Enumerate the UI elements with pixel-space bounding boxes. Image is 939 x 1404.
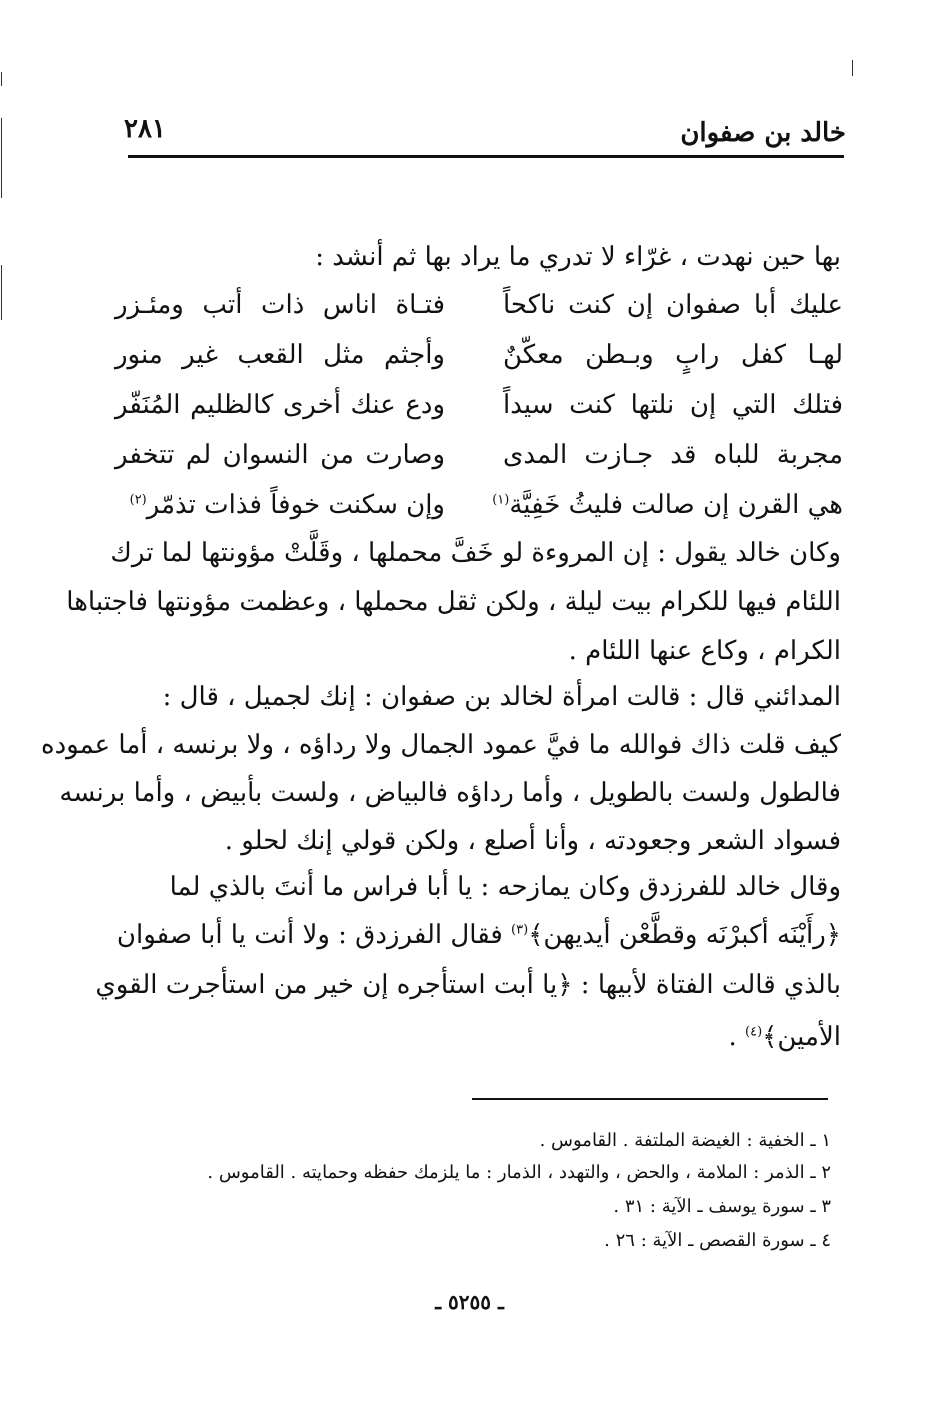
quran-quote: الأمين﴾ bbox=[762, 1022, 841, 1052]
paragraph-line: فسواد الشعر وجعودته ، وأنا أصلع ، ولكن قولي إنك لحلو . bbox=[224, 826, 841, 856]
poem-verse bbox=[115, 290, 843, 330]
line-text: . bbox=[728, 1022, 745, 1052]
paragraph-line: المدائني قال : قالت امرأة لخالد بن صفوان : إنك لجميل ، قال : bbox=[162, 682, 841, 712]
hemistich-text: وإن سكنت خوفاً فذات تذمّر bbox=[146, 490, 445, 520]
verse-second-hemistich bbox=[115, 490, 445, 520]
scan-edge-marks bbox=[0, 0, 3, 1404]
verse-first-hemistich: مجربة للباه قد جـازت المدى bbox=[503, 440, 843, 470]
paragraph-line bbox=[728, 1022, 841, 1052]
paragraph-line: بالذي قالت الفتاة لأبيها : ﴿يا أبت استأجره إن خير من استأجرت القوي bbox=[95, 970, 841, 1000]
page-footer-number: ـ ٥٢٥٥ ـ bbox=[435, 1290, 504, 1314]
paragraph-line: فالطول ولست بالطويل ، وأما رداؤه فالبياض ، ولست بأبيض ، وأما برنسه bbox=[59, 778, 841, 808]
footnote: ١ ـ الخفية : الغيضة الملتفة . القاموس . bbox=[539, 1130, 831, 1151]
verse-second-hemistich: ودع عنك أخرى كالظليم المُنَفّر bbox=[115, 390, 445, 420]
footnote-rule bbox=[472, 1098, 828, 1100]
footnote-ref: (٢) bbox=[129, 492, 147, 508]
verse-second-hemistich: فتـاة اناس ذات أتب ومئـزر bbox=[115, 290, 445, 320]
footnote: ٤ ـ سورة القصص ـ الآية : ٢٦ . bbox=[604, 1230, 831, 1251]
verse-first-hemistich: فتلك التي إن نلتها كنت سيداً bbox=[503, 390, 843, 420]
footnote: ٣ ـ سورة يوسف ـ الآية : ٣١ . bbox=[613, 1196, 831, 1217]
footnote-ref: (٤) bbox=[745, 1024, 763, 1040]
paragraph-line: اللئام فيها للكرام بيت ليلة ، ولكن ثقل محملها ، وعظمت مؤونتها فاجتباها bbox=[66, 587, 841, 617]
scan-edge-mark bbox=[852, 60, 853, 76]
paragraph-line: وكان خالد يقول : إن المروءة لو خَفَّ محملها ، وقَلَّتْ مؤونتها لما ترك bbox=[110, 538, 841, 568]
verse-first-hemistich: لهـا كفل رابٍ وبـطن معكّنٌ bbox=[503, 340, 843, 370]
running-header bbox=[118, 112, 846, 160]
header-title: خالد بن صفوان bbox=[680, 118, 846, 148]
poem-verse bbox=[115, 490, 843, 530]
footnote: ٢ ـ الذمر : الملامة ، والحض ، والتهدد ، الذمار : ما يلزمك حفظه وحمايته . القاموس . bbox=[207, 1162, 831, 1183]
verse-second-hemistich: وصارت من النسوان لم تتخفر bbox=[115, 440, 445, 470]
header-page-number: ٢٨١ bbox=[124, 114, 166, 144]
header-rule bbox=[128, 155, 844, 158]
poem-verse bbox=[115, 340, 843, 380]
paragraph-line bbox=[117, 920, 841, 950]
intro-line: بها حين نهدت ، غرّاء لا تدري ما يراد بها ثم أنشد : bbox=[315, 242, 841, 272]
poem-verse bbox=[115, 440, 843, 480]
paragraph-line: كيف قلت ذاك فوالله ما فيَّ عمود الجمال ولا رداؤه ، ولا برنسه ، أما عموده bbox=[40, 730, 841, 760]
hemistich-text: هي القرن إن صالت فليثُ خَفِيَّة bbox=[509, 490, 843, 520]
verse-second-hemistich: وأجثم مثل القعب غير منور bbox=[115, 340, 445, 370]
line-text: فقال الفرزدق : ولا أنت يا أبا صفوان bbox=[116, 920, 512, 950]
footnote-ref: (١) bbox=[492, 492, 510, 508]
footnote-ref: (٣) bbox=[511, 922, 529, 938]
quran-quote: ﴿رأَيْنَه أكبرْنَه وقطَّعْن أيديهن﴾ bbox=[528, 920, 841, 950]
paragraph-line: الكرام ، وكاع عنها اللئام . bbox=[568, 636, 841, 666]
verse-first-hemistich bbox=[492, 490, 843, 520]
paragraph-line: وقال خالد للفرزدق وكان يمازحه : يا أبا فراس ما أنتَ بالذي لما bbox=[169, 872, 841, 902]
verse-first-hemistich: عليك أبا صفوان إن كنت ناكحاً bbox=[503, 290, 843, 320]
poem-verse bbox=[115, 390, 843, 430]
